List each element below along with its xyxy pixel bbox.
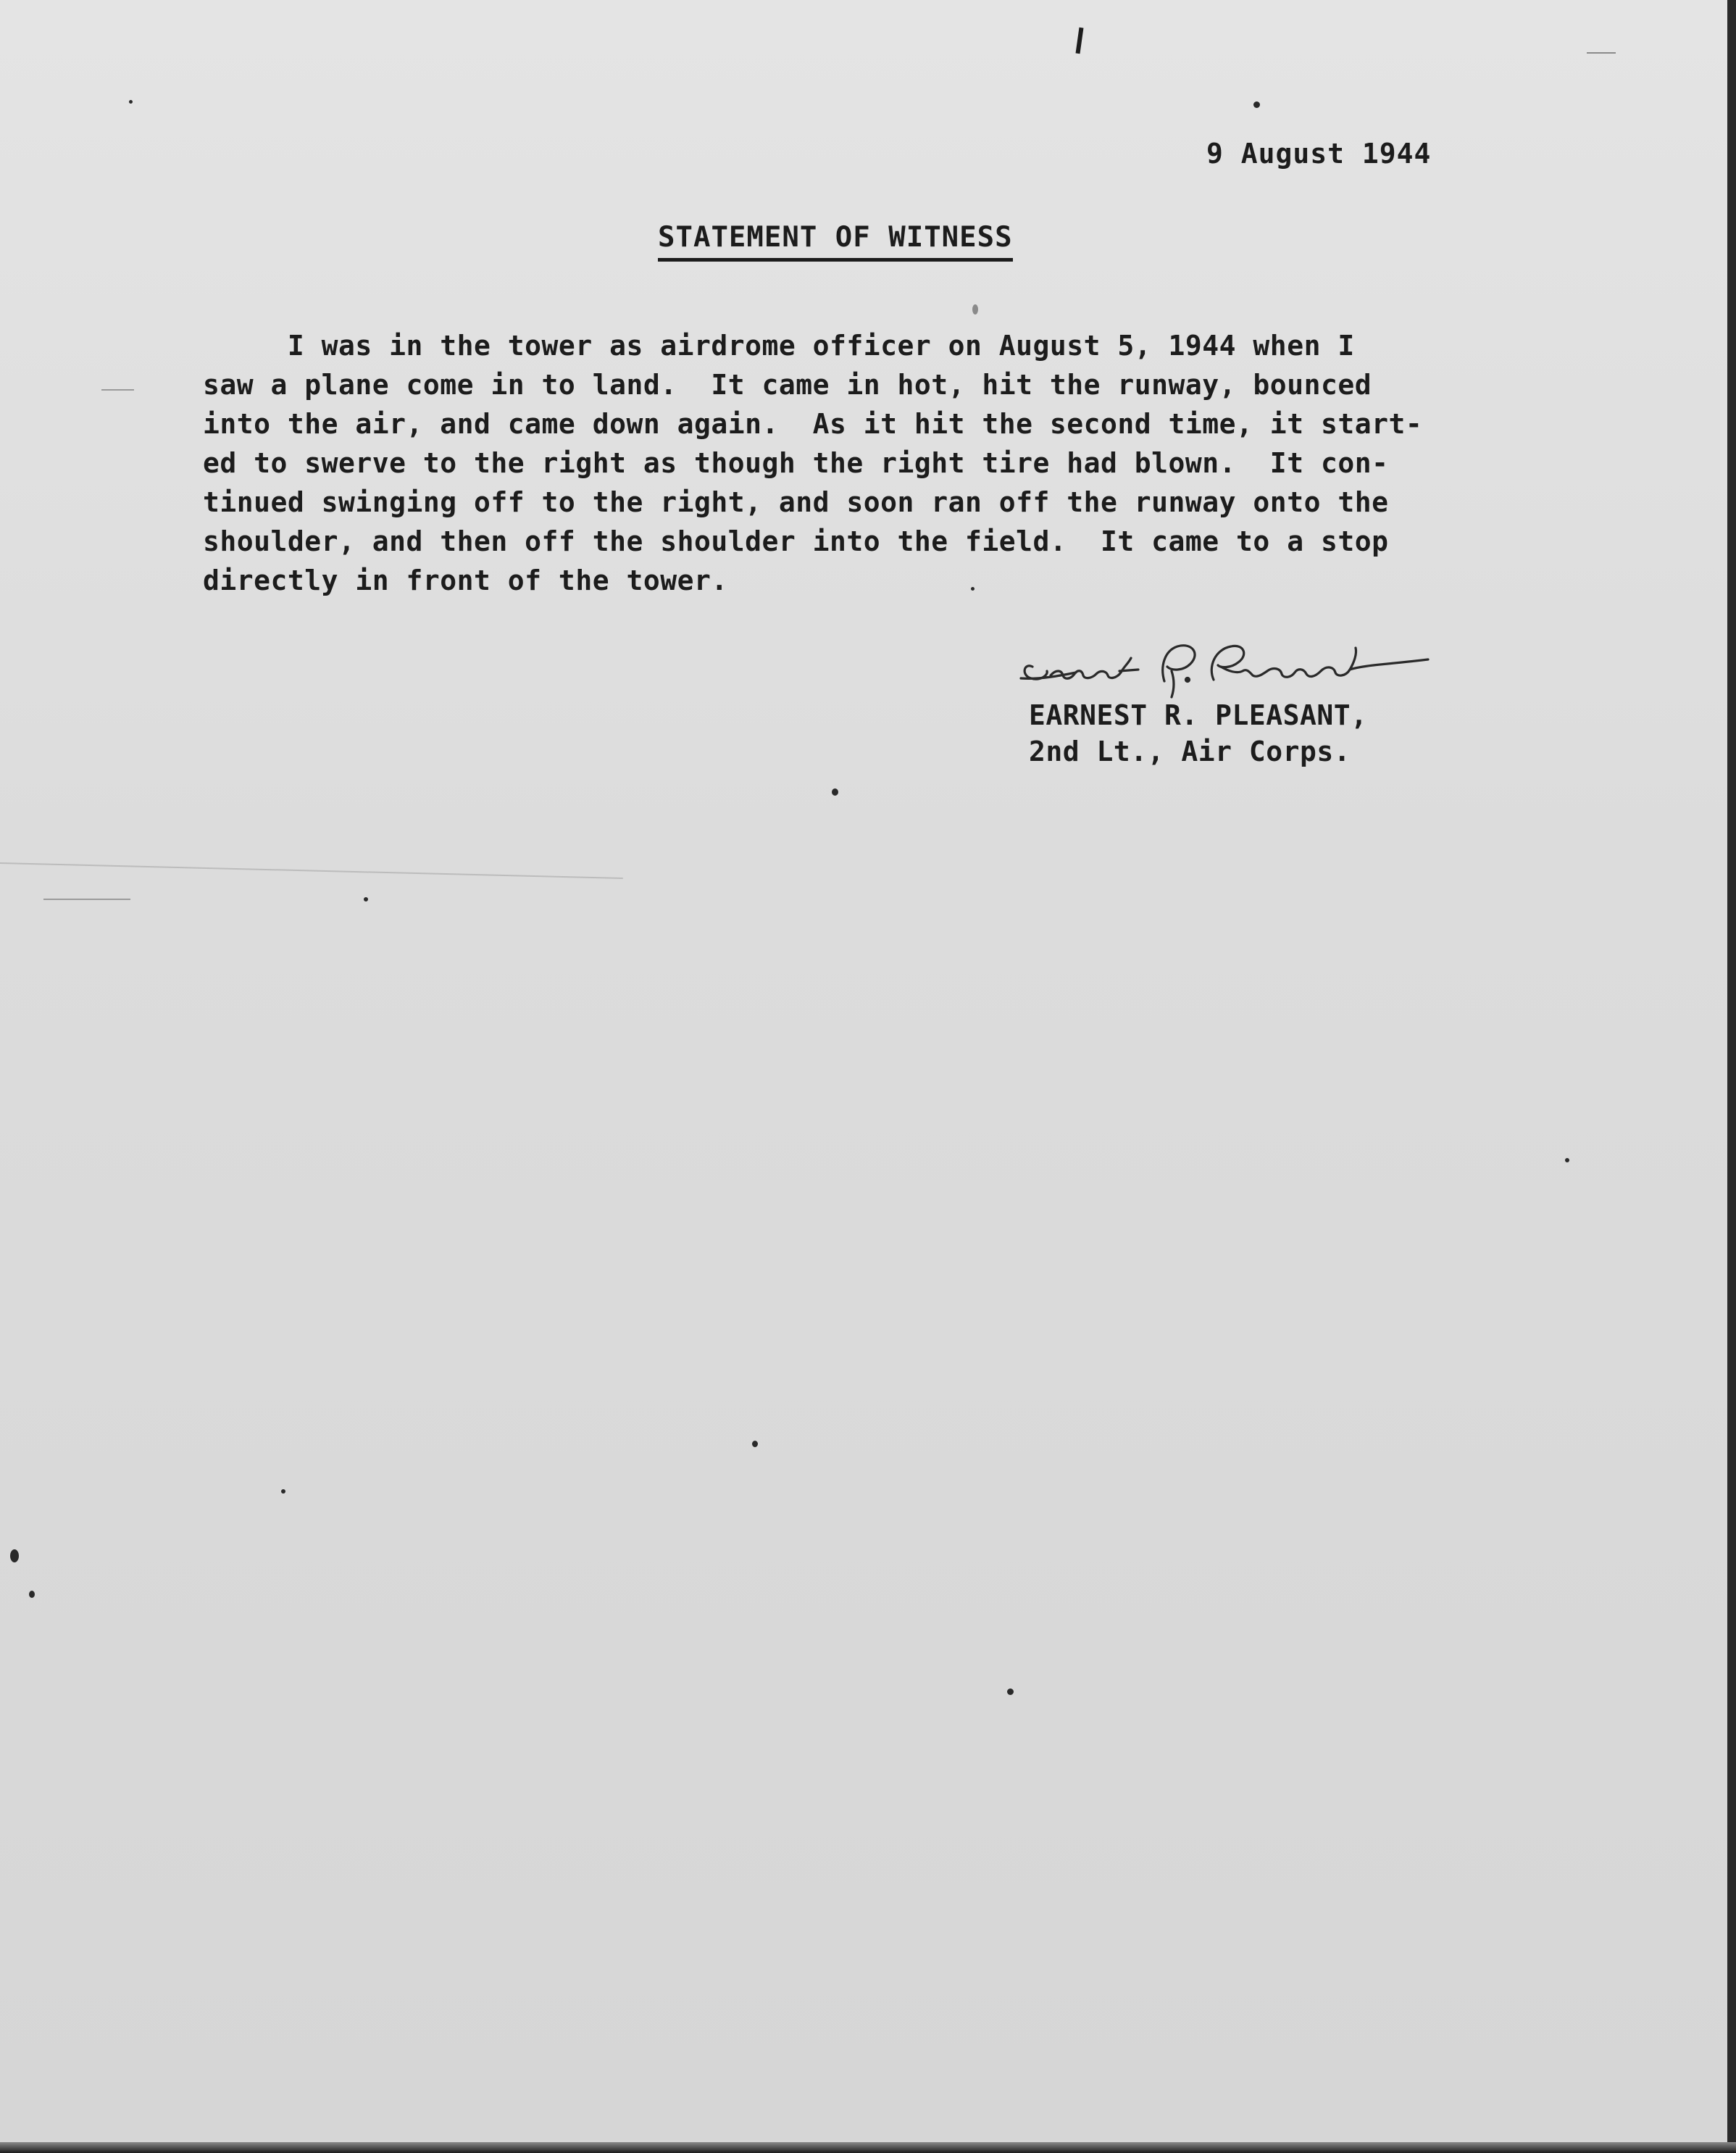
page-mark (1076, 28, 1084, 54)
ink-speck (1253, 101, 1260, 108)
ink-speck (1007, 1688, 1014, 1695)
statement-body (203, 326, 1507, 600)
statement-line: ed to swerve to the right as though the right tire had blown. It con- (203, 447, 1389, 479)
film-scratch (43, 899, 130, 900)
scan-edge-right (1727, 0, 1736, 2153)
statement-line: saw a plane come in to land. It came in hot, hit the runway, bounced (203, 369, 1372, 401)
scan-edge-bottom (0, 2142, 1736, 2153)
film-scratch (0, 862, 623, 879)
document-title: STATEMENT OF WITNESS (658, 221, 1013, 262)
ink-speck (832, 788, 838, 796)
statement-line: directly in front of the tower. (203, 565, 728, 596)
ink-speck (129, 100, 133, 104)
film-scratch (101, 389, 134, 391)
statement-line: into the air, and came down again. As it hit the second time, it start- (203, 408, 1423, 440)
signer-rank: 2nd Lt., Air Corps. (1029, 736, 1351, 767)
ink-speck (752, 1441, 758, 1447)
ink-speck (971, 587, 975, 591)
ink-speck (364, 897, 368, 901)
statement-line: tinued swinging off to the right, and soon ran off the runway onto the (203, 486, 1389, 518)
ink-speck (10, 1549, 19, 1562)
statement-line: shoulder, and then off the shoulder into the field. It came to a stop (203, 525, 1389, 557)
film-scratch (1587, 52, 1616, 54)
statement-line: I was in the tower as airdrome officer on August 5, 1944 when I (203, 330, 1355, 362)
handwritten-signature (1011, 638, 1431, 699)
ink-speck (29, 1591, 35, 1598)
ink-speck (1565, 1158, 1569, 1162)
ink-speck (281, 1489, 285, 1494)
ink-speck (972, 304, 978, 315)
document-date: 9 August 1944 (1206, 138, 1432, 170)
signer-name: EARNEST R. PLEASANT, (1029, 699, 1368, 731)
